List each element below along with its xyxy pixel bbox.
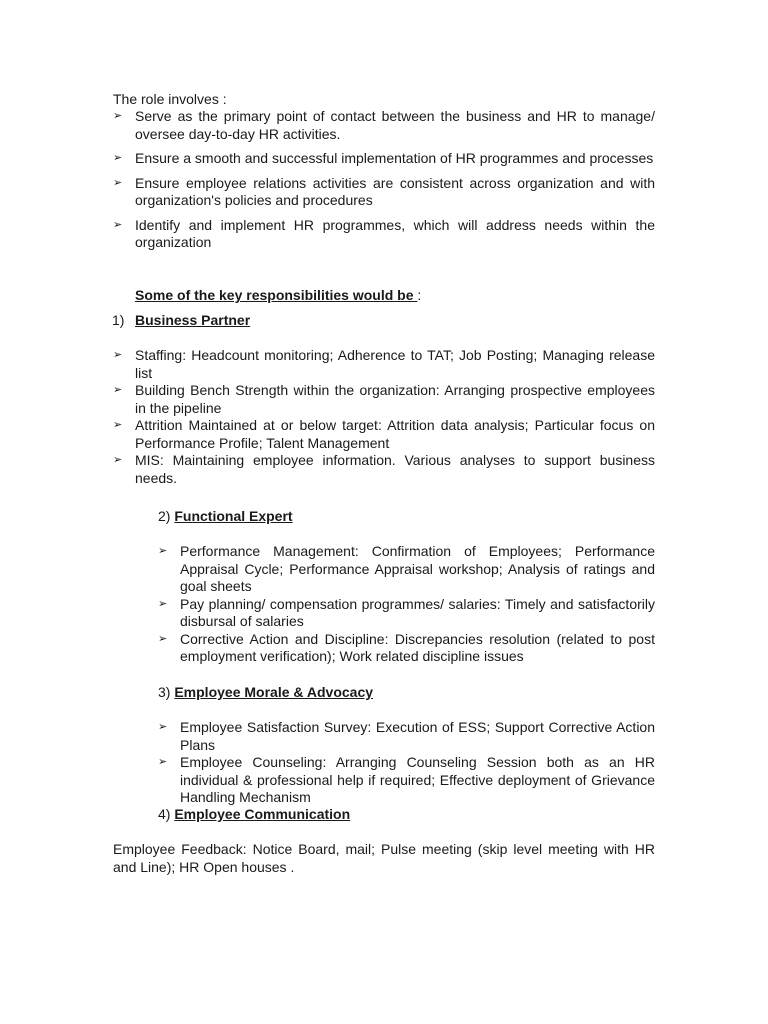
intro-text: The role involves : [113,91,227,107]
bullet-arrow-icon: ➢ [113,349,123,361]
list-item: ➢ Performance Management: Confirmation of Employees; Performance Appraisal Cycle; Performance Appraisal workshop; Analysis of ratings and goal sheets [158,543,655,594]
bullet-arrow-icon: ➢ [158,721,168,733]
bullet-arrow-icon: ➢ [113,454,123,466]
list-item: ➢ MIS: Maintaining employee information. Various analyses to support business needs. [113,452,655,486]
section-3-heading: 3) Employee Morale & Advocacy [158,684,374,700]
section-2-list [158,543,655,666]
list-item: ➢ Employee Satisfaction Survey: Execution of ESS; Support Corrective Action Plans [158,719,655,753]
bullet-arrow-icon: ➢ [158,597,168,610]
role-bullet: ➢ Ensure a smooth and successful implementation of HR programmes and processes [113,150,654,166]
list-item: ➢ Corrective Action and Discipline: Discrepancies resolution (related to post employment verification); Work related discipline issues [158,630,655,664]
list-item: ➢ Staffing: Headcount monitoring; Adherence to TAT; Job Posting; Managing release list [113,347,655,381]
section-3-list [158,719,655,807]
role-bullet: ➢ Identify and implement HR programmes, which will address needs within the organization [113,216,655,250]
bullet-arrow-icon: ➢ [158,632,168,645]
bullet-arrow-icon: ➢ [113,419,123,431]
bullet-arrow-icon: ➢ [113,176,123,189]
bullet-arrow-icon: ➢ [158,756,168,768]
bullet-arrow-icon: ➢ [113,152,123,164]
role-bullet-list [113,108,655,252]
list-item: ➢ Pay planning/ compensation programmes/ salaries: Timely and satisfactorily disbursal of salaries [158,595,655,629]
section-1-list [113,347,655,487]
section-4-heading: 4) Employee Communication [158,806,351,822]
list-item: ➢ Employee Counseling: Arranging Counseling Session both as an HR individual & professional help if required; Effective deployment of Grievance Handling Mechanism [158,754,655,805]
role-bullet: ➢ Serve as the primary point of contact between the business and HR to manage/ oversee day-to-day HR activities. [113,108,655,142]
section-2-heading: 2) Functional Expert [158,508,293,524]
bullet-arrow-icon: ➢ [113,110,123,122]
role-bullet: ➢ Ensure employee relations activities are consistent across organization and with organization's policies and procedures [113,174,655,208]
bullet-arrow-icon: ➢ [113,218,123,231]
section-1-heading: 1) Business Partner [112,312,251,328]
list-item: ➢ Attrition Maintained at or below target: Attrition data analysis; Particular focus on Performance Profile; Talent Management [113,417,655,451]
bullet-arrow-icon: ➢ [113,384,123,396]
bullet-arrow-icon: ➢ [158,545,168,557]
list-item: ➢ Building Bench Strength within the organization: Arranging prospective employees in the pipeline [113,382,655,416]
closing-paragraph: Employee Feedback: Notice Board, mail; Pulse meeting (skip level meeting with HR and Line); HR Open houses . [113,841,655,875]
key-responsibilities-heading: Some of the key responsibilities would be : [135,287,422,303]
